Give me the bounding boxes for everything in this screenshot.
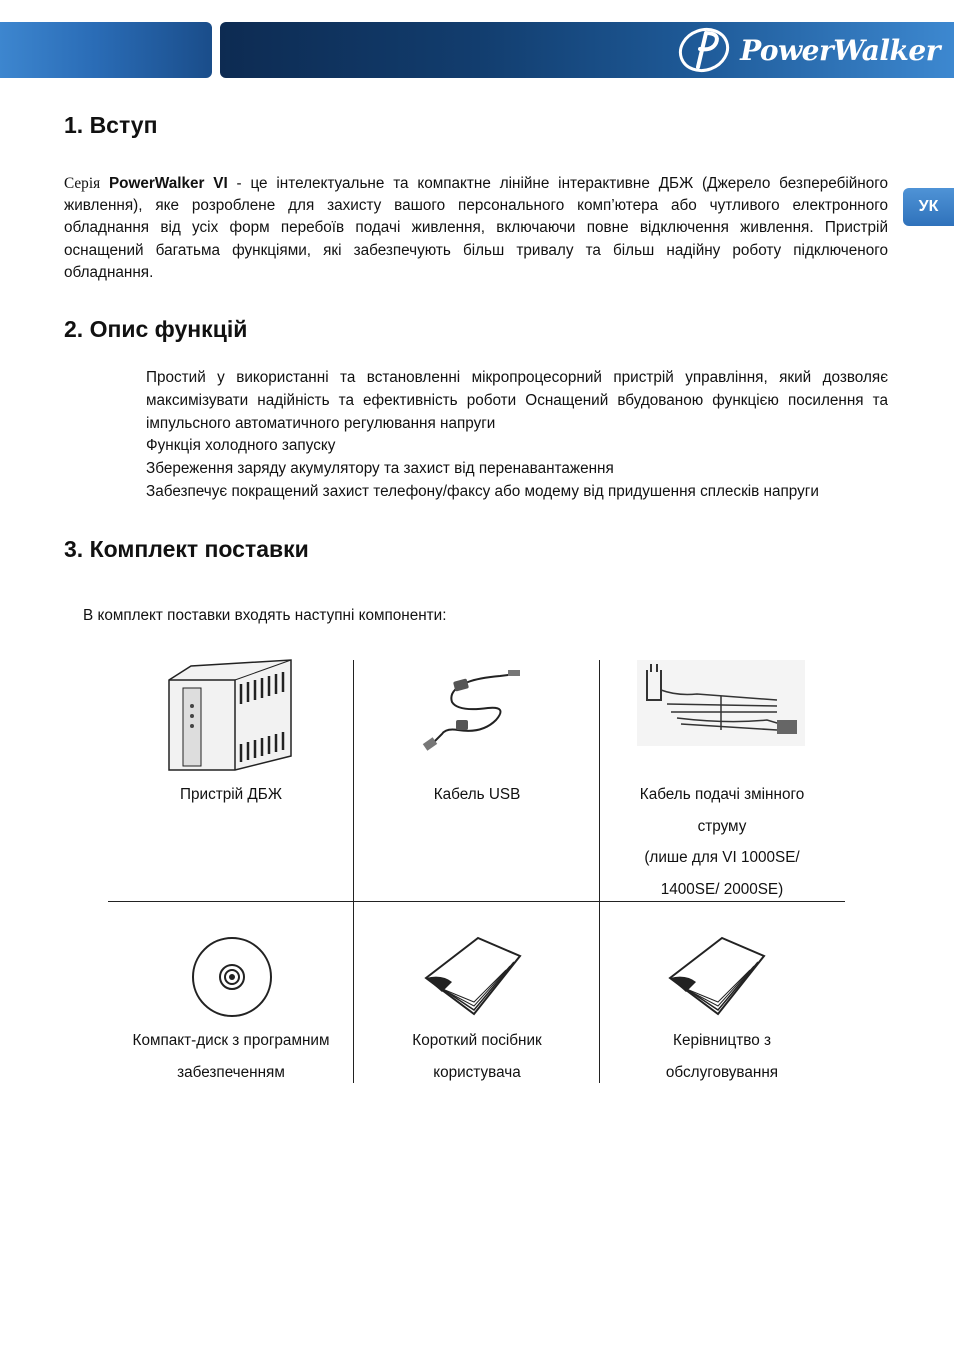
power-cable-icon: [637, 660, 805, 746]
caption-line: 1400SE/ 2000SE): [660, 880, 784, 898]
feature-list: [146, 367, 888, 504]
grid-divider: [353, 660, 354, 1083]
ups-unit-icon: [165, 658, 295, 774]
section-1-paragraph: [64, 173, 888, 284]
series-prefix: Серія: [64, 175, 101, 192]
brand-name: PowerWalker VI: [108, 175, 228, 192]
package-item-manual: [599, 1025, 845, 1088]
caption-line: Компакт-диск з програмним: [132, 1032, 330, 1049]
intro-text: - це інтелектуальне та компактне лінійне інтерактивне ДБЖ (Джерело безперебійного живлення), яке розроблене для захисту вашого персонального комп’ютера або чутливого електронного обладнання від усіх форм перебоїв подачі живлення, включаючи повне відключення живлення. Пристрій оснащений багатьма функціями, які забезпечують більш тривалу та більш надійну роботу підключеного обладнання.: [64, 175, 888, 281]
section-3-title: 3. Комплект поставки: [64, 536, 309, 562]
manual-book-icon: [666, 934, 766, 1018]
feature-item: Збереження заряду акумулятору та захист від перенавантаження: [146, 460, 614, 478]
package-item-cd: [108, 1025, 354, 1088]
caption-line: користувача: [433, 1063, 521, 1081]
section-2-title: 2. Опис функцій: [64, 316, 248, 342]
header-banner-left: [0, 22, 212, 78]
cd-icon: [190, 935, 274, 1019]
powerwalker-logo: [676, 24, 940, 76]
caption-line: Кабель подачі змінного: [639, 786, 805, 803]
language-tab[interactable]: УК: [903, 188, 954, 226]
quick-guide-book-icon: [422, 934, 522, 1018]
section-1-title: 1. Вступ: [64, 112, 158, 138]
feature-item: Простий у використанні та встановленні мікропроцесорний пристрій управління, який дозволяє максимізувати надійність та ефективність роботи Оснащений вбудованою функцією посилення та імпульсного автоматичного регулювання напруги: [146, 369, 888, 432]
caption-line: Короткий посібник: [412, 1032, 542, 1049]
feature-item: Функція холодного запуску: [146, 437, 336, 455]
caption-line: (лише для VI 1000SE/: [644, 849, 800, 867]
package-item-quick-guide: [354, 1025, 600, 1088]
caption-line: Пристрій ДБЖ: [180, 786, 282, 803]
caption-line: обслуговування: [665, 1063, 779, 1081]
caption-line: Керівництво з: [673, 1032, 771, 1049]
logo-mark-icon: [676, 27, 734, 73]
package-item-ups: [108, 779, 354, 811]
package-intro: В комплект поставки входять наступні компоненти:: [83, 607, 447, 624]
package-item-usb-cable: [354, 779, 600, 811]
caption-line: Кабель USB: [433, 786, 521, 803]
caption-line: забезпеченням: [177, 1063, 285, 1081]
caption-line: струму: [697, 817, 747, 835]
usb-cable-icon: [418, 668, 522, 752]
package-item-power-cable: [599, 779, 845, 905]
feature-item: Забезпечує покращений захист телефону/факсу або модему від придушення сплесків напруги: [146, 482, 819, 500]
logo-text: PowerWalker: [740, 33, 940, 67]
